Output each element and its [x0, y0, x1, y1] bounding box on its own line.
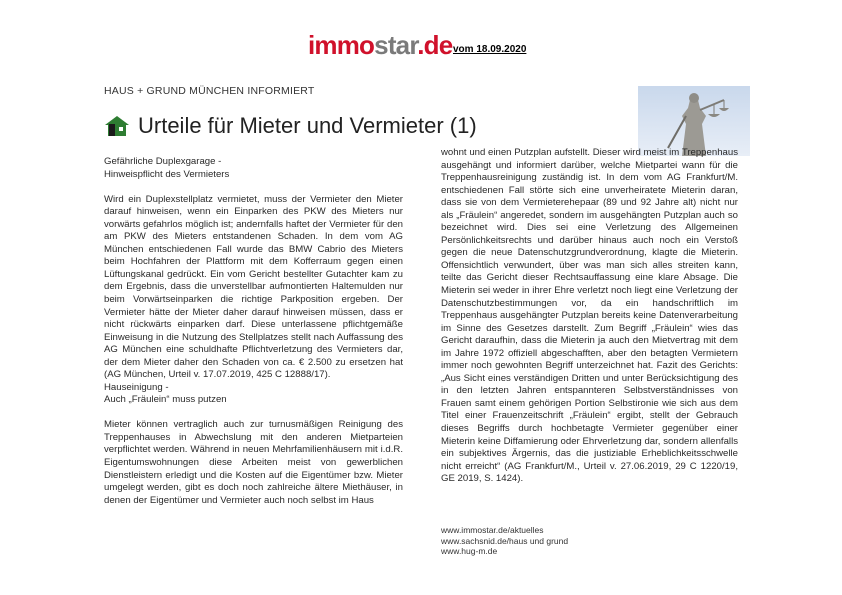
immostar-logo[interactable]: immostar.de — [308, 30, 453, 60]
link-hug[interactable]: www.hug-m.de — [441, 546, 498, 556]
house-icon — [104, 115, 130, 137]
right-column — [441, 147, 738, 486]
publication-date: vom 18.09.2020 — [453, 44, 527, 55]
link-sachsnid[interactable]: www.sachsnid.de/haus und grund — [441, 535, 569, 546]
article2-body-left: Mieter können vertraglich auch zur turnusmäßigen Reinigung des Treppenhauses in Abwechslung mit den anderen Mietparteien verpflichtet werden. Während in neuen Mehrfamilienhäusern mit i.d.R. Eigentumswohnungen diese Arbeiten meist von gewerblichen Dienstleistern erledigt und die Kosten auf die Eigentümer bzw. Mieter umgelegt werden, gibt es doch noch zahlreiche ältere Miethäuser, in denen der Eigentümer und Vermieter auch noch selbst im Haus — [104, 419, 403, 506]
links-list — [441, 525, 568, 557]
page-title: Urteile für Mieter und Vermieter (1) — [138, 113, 477, 138]
article1-heading-line2: Hinweispflicht des Vermieters — [104, 168, 230, 180]
article2-heading-line2: Auch „Fräulein“ muss putzen — [104, 394, 227, 406]
justice-statue-image — [638, 86, 750, 156]
left-column — [104, 156, 403, 507]
org-line: HAUS + GRUND MÜNCHEN INFORMIERT — [104, 85, 315, 97]
article2-body-right: wohnt und einen Putzplan aufstellt. Dieser wird meist im Treppenhaus ausgehängt und informiert darüber, welche Mietpartei wann für die Treppenhausreinigung zuständig ist. In dem vom AG Frankfurt/M. entschiedenen Fall störte sich eine unverheiratete Mieterin daran, dass sie von dem Vermieterehepaar (89 und 92 Jahre alt) nicht nur als „Fräulein“ angeredet, sondern im ausgehängten Putzplan auch so bezeichnet wird. Dies sei eine Verletzung des Allgemeinen Persönlichkeitsrechts und darüber hinaus auch noch ein Verstoß gegen die neue Datenschutzgrundverordnung, klagte die Mieterin. Offensichtlich verwundert, über was man sich alles streiten kann, teilte das Gericht dieser Rechtsauffassung eine klare Absage. Die Mieterin sei weder in ihrer Ehre verletzt noch liegt eine Verletzung der Datenschutzbestimmungen vor, da ein handschriftlich im Treppenhaus ausgehängter Putzplan bereits keine Datenverarbeitung im Sinne des Gesetzes darstellt. Zum Begriff „Fräulein“ wies das Gericht daraufhin, dass die Mieterin ja auch den Mietvertrag mit dem im Jahre 1972 offiziell abgeschafften, aber den betagten Vermietern immer noch gewohnten Begriff unterzeichnet hat. Fazit des Gerichts: „Aus Sicht eines verständigen Dritten und unter Berücksichtigung des in den letzten Jahren entspannteren Selbstverständnisses von Frauen samt einem gehörigen Portion Selbstironie wie sich aus dem Titel einer Frauenzeitschrift „Fräulein“ ergibt, stellt der Gebrauch dieses Begriffs durch hochbetagte Vermieter gegenüber einer Mieterin keine Diffamierung oder Ehrverletzung dar, sondern allenfalls ein subjektives Ärgernis, das die justiziable Erheblichkeitsschwelle nicht erreicht“ (AG Frankfurt/M., Urteil v. 27.06.2019, 29 C 1220/19, GE 2019, S. 1424). — [441, 147, 738, 485]
article2-heading-line1: Hauseinigung - — [104, 381, 169, 393]
article1-heading-line1: Gefährliche Duplexgarage - — [104, 156, 222, 167]
article1-body: Wird ein Duplexstellplatz vermietet, muss der Vermieter den Mieter darauf hinweisen, wenn ein Einparken des PKW des Mieters nur vorwärts gefahrlos möglich ist; andernfalls haftet der Vermieter für den am PKW des Mieters entstandenen Schaden. In dem vom AG München entschiedenen Fall wurde das BMW Cabrio des Mieters beim Hochfahren der Plattform mit dem Kofferraum gegen einen Lüftungskanal gedrückt. Ein vom Gericht bestellter Gutachter kam zu dem Ergebnis, dass die unverstellbar aufmontierten Haltemulden nur beim Vorwärtseinparken die richtige Parkposition ergeben. Der Vermieter hätte der Mieter daher darauf hinweisen müssen, dass er nicht rückwärts einparken darf. Diese unterlassene pflichtgemäße Einweisung in die Nutzung des Stellplatzes stellt nach Auffassung des AG München eine schuldhafte Pflichtverletzung des Vermieters dar, der dem Mieter daher den Schaden von ca. € 2.500 zu ersetzen hat (AG München, Urteil v. 17.07.2019, 425 C 12888/17). — [104, 193, 403, 381]
link-immostar[interactable]: www.immostar.de/aktuelles — [441, 525, 544, 535]
